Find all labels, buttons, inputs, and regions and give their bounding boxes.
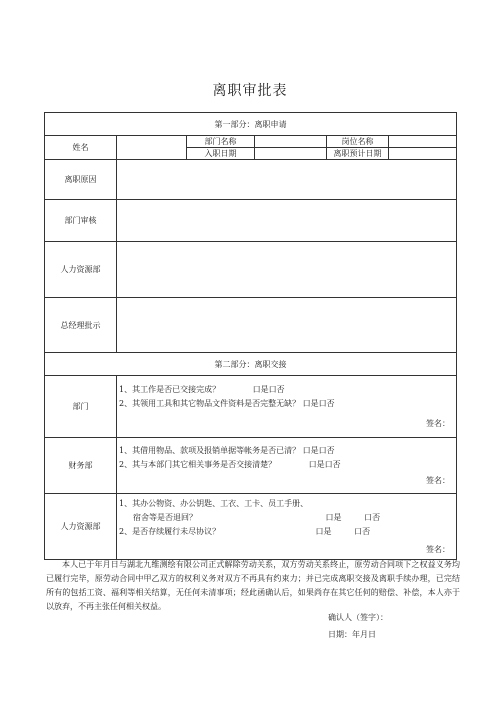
resignation-statement	[46, 558, 460, 614]
part2-heading: 第二部分：离职交接	[45, 353, 457, 376]
part1-heading: 第一部分：离职申请	[45, 113, 457, 136]
finance-check-item-2: 2、其与本部门其它相关事务是否交接清楚？ 口是口否	[119, 458, 454, 472]
hr-check-item-1-cont: 宿舍等是否退回？ 口是 口否	[119, 511, 454, 525]
leave-date-label: 离职预计日期	[327, 148, 389, 160]
hr-check-item-1: 1、其办公物资、办公钥匙、工衣、工卡、员工手册、	[119, 498, 309, 508]
hr-review-field[interactable]	[117, 242, 457, 298]
dept-name-label: 部门名称	[187, 136, 255, 148]
hr-item2-yes[interactable]: 口是	[315, 526, 332, 536]
dept-handover-label: 部门	[45, 376, 117, 438]
hr-check-item-2: 2、是否存续履行未尽协议？ 口是 口否	[119, 525, 454, 539]
position-field[interactable]	[389, 136, 457, 148]
dept-signature-label: 签名：	[426, 418, 451, 428]
statement-text: 本人已于年月日与湖北九维测绘有限公司正式解除劳动关系，双方劳动关系终止，原劳动合同项下之权益义务均已履行完毕，原劳动合同中甲乙双方的权利义务对双方不再具有约束力；并已完成离职交接及离职手续办理，已完结所有的包括工资、福利等相关结算，无任何未清事项；经此函确认后，如果尚存在其它任何的赔偿、补偿，本人亦于以放弃，不再主张任何相关权益。	[46, 560, 460, 611]
hr-item1-no[interactable]: 口否	[364, 512, 381, 522]
dept-handover-cell	[117, 376, 457, 438]
finance-handover-label: 财务部	[45, 438, 117, 494]
dept-item1-options[interactable]: 口是口否	[252, 384, 285, 394]
gm-approval-field[interactable]	[117, 298, 457, 353]
name-label: 姓名	[45, 136, 117, 160]
confirmation-block	[328, 609, 388, 643]
dept-review-label: 部门审核	[45, 200, 117, 242]
leave-date-field[interactable]	[389, 148, 457, 160]
finance-item1-options[interactable]: 口是口否	[302, 445, 335, 455]
dept-review-field[interactable]	[117, 200, 457, 242]
reason-label: 离职原因	[45, 160, 117, 200]
dept-item2-options[interactable]: 口是口否	[302, 398, 335, 408]
resignation-approval-table	[44, 112, 457, 560]
entry-date-label: 入职日期	[187, 148, 255, 160]
name-field[interactable]	[117, 136, 187, 160]
confirm-date-label: 日期：年月日	[328, 630, 376, 639]
position-label: 岗位名称	[327, 136, 389, 148]
reason-field[interactable]	[117, 160, 457, 200]
finance-check-item-1: 1、其借用物品、款项及报销单据等帐务是否已清？ 口是口否	[119, 445, 335, 455]
hr-handover-label: 人力资源部	[45, 494, 117, 560]
hr-item2-no[interactable]: 口否	[354, 526, 371, 536]
hr-item1-yes[interactable]: 口是	[325, 512, 342, 522]
hr-review-label: 人力资源部	[45, 242, 117, 298]
finance-handover-cell	[117, 438, 457, 494]
finance-signature-label: 签名：	[426, 475, 451, 485]
confirm-signature-label: 确认人（签字）：	[328, 613, 388, 622]
finance-item2-options[interactable]: 口是口否	[308, 459, 341, 469]
gm-approval-label: 总经理批示	[45, 298, 117, 353]
page-title: 离职审批表	[212, 83, 288, 99]
hr-signature-label: 签名：	[426, 544, 451, 554]
dept-check-item-2: 2、其领用工具和其它物品文件资料是否完整无缺？ 口是口否	[119, 398, 335, 408]
dept-name-field[interactable]	[255, 136, 327, 148]
entry-date-field[interactable]	[255, 148, 327, 160]
hr-handover-cell	[117, 494, 457, 560]
dept-check-item-1: 1、其工作是否已交接完成？ 口是口否	[119, 383, 454, 397]
